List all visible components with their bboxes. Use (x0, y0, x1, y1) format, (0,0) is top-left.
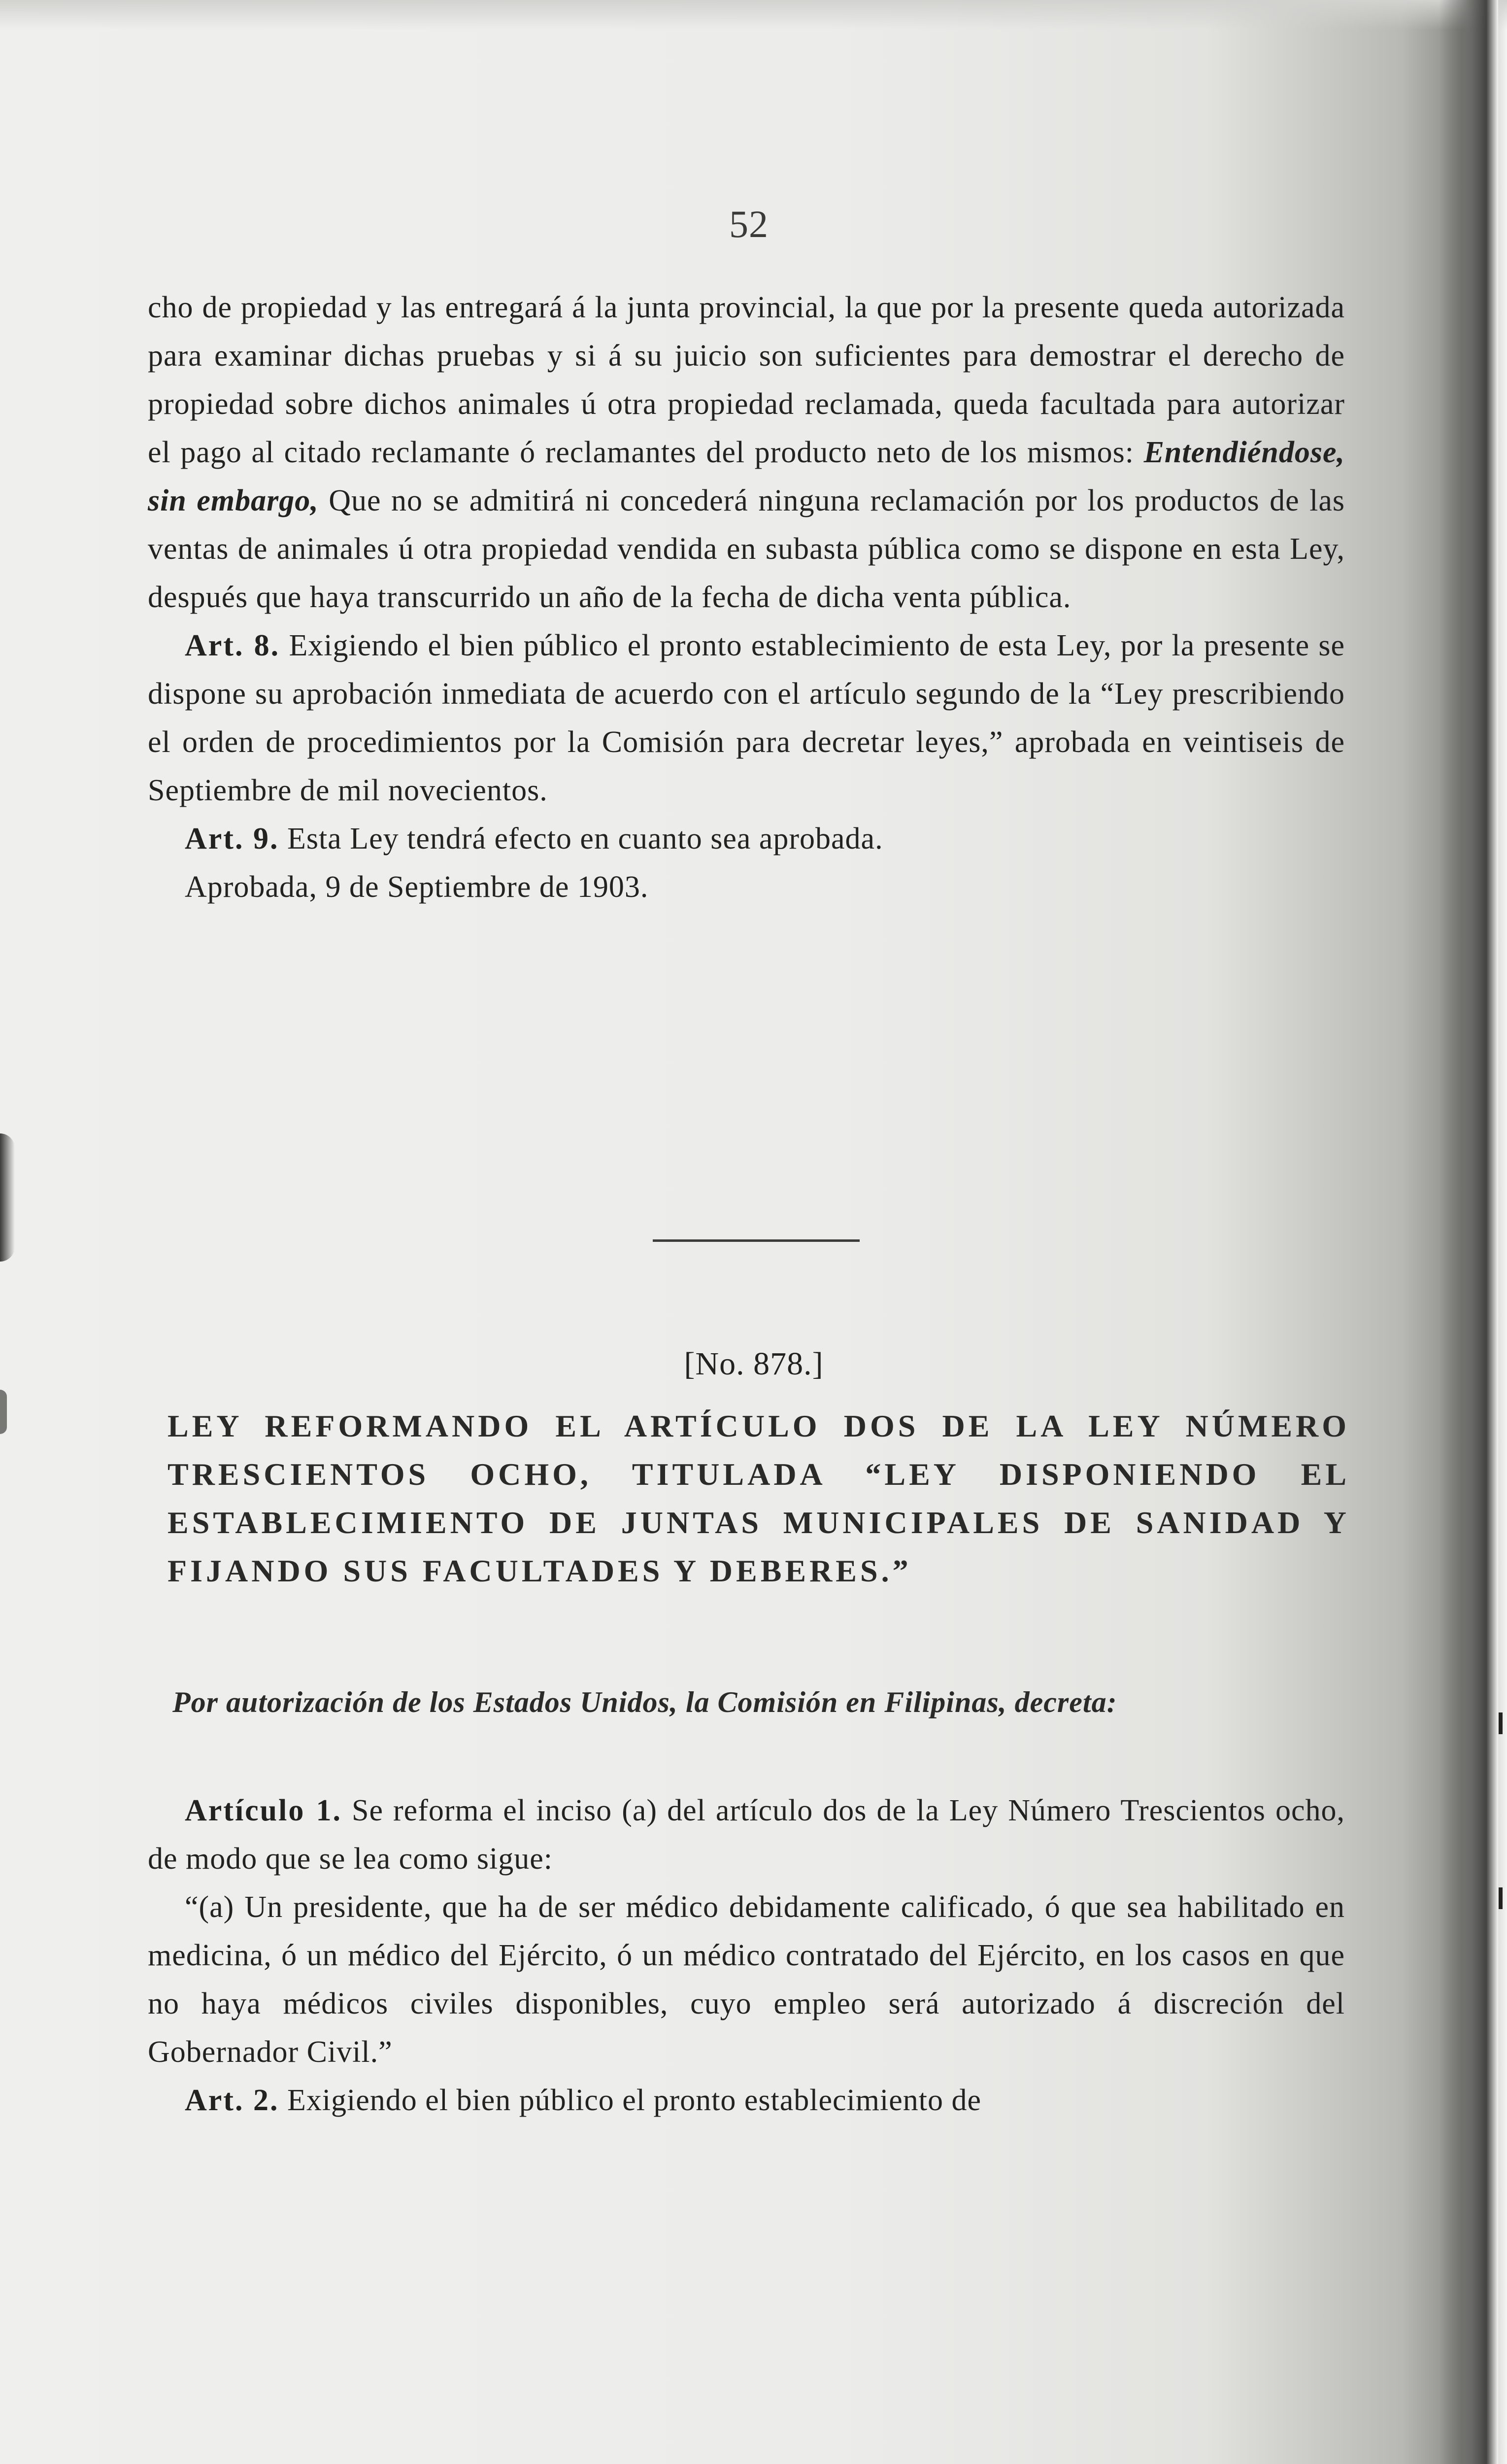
act-title: LEY REFORMANDO EL ARTÍCULO DOS DE LA LEY NÚMERO TRESCIENTOS OCHO, TITULADA “LEY DISPONIENDO EL ESTABLECIMIENTO DE JUNTAS MUNICIPALES DE SANIDAD Y FIJANDO SUS FACULTADES Y DEBERES.” (167, 1408, 1350, 1588)
continued-paragraph (148, 283, 1345, 621)
act-body-block (148, 1786, 1345, 2124)
approval-text: Aprobada, 9 de Septiembre de 1903. (185, 870, 649, 904)
enacting-clause: Por autorización de los Estados Unidos, la Comisión en Filipinas, decreta: (172, 1686, 1117, 1718)
proviso-italic: Entendiéndose, sin embargo, (148, 436, 1345, 517)
right-edge-mark (1499, 1887, 1503, 1909)
left-edge-mark-small (0, 1390, 7, 1434)
article-2 (148, 2076, 1345, 2124)
continued-text-block (148, 283, 1345, 911)
article-1-quote (148, 1883, 1345, 2076)
act-number: [No. 878.] (684, 1346, 824, 1382)
left-edge-mark (0, 1133, 15, 1262)
article-8 (148, 621, 1345, 815)
approval-date (148, 863, 1345, 911)
quoted-text: “(a) Un presidente, que ha de ser médico debidamente calificado, ó que sea habilitado en medicina, ó un médico del Ejército, ó un médico contratado del Ejército, en los casos en que no haya médicos civiles disponibles, cuyo empleo será autorizado á discreción del Gobernador Civil.” (148, 1890, 1345, 2069)
article-label: Art. 2. (185, 2084, 279, 2117)
article-text: Exigiendo el bien público el pronto establecimiento de (287, 2084, 981, 2117)
article-9 (148, 815, 1345, 863)
article-text: Esta Ley tendrá efecto en cuanto sea aprobada. (287, 822, 883, 856)
right-edge-mark (1499, 1712, 1503, 1734)
section-divider (653, 1239, 860, 1242)
article-label: Artículo 1. (185, 1794, 342, 1827)
top-edge-shadow (0, 0, 1507, 30)
book-spine-shadow (1439, 0, 1498, 2464)
article-text: Se reforma el inciso (a) del artículo dos de la Ley Número Trescientos ocho, de modo que se lea como sigue: (148, 1794, 1345, 1876)
article-text: Exigiendo el bien público el pronto establecimiento de esta Ley, por la presente se dispone su aprobación inmediata de acuerdo con el artículo segundo de la “Ley prescribiendo el orden de procedimientos por la Comisión para decretar leyes,” aprobada en veintiseis de Septiembre de mil novecientos. (148, 629, 1345, 807)
paragraph-text: cho de propiedad y las entregará á la junta provincial, la que por la presente queda autorizada para examinar dichas pruebas y si á su juicio son suficientes para demostrar el derecho de propiedad sobre dichos animales ú otra propiedad reclamada, queda facultada para autorizar el pago al citado reclamante ó reclamantes del producto neto de los mismos: (148, 291, 1345, 469)
article-1 (148, 1786, 1345, 1883)
article-label: Art. 8. (185, 629, 280, 662)
paragraph-text: Que no se admitirá ni concederá ninguna reclamación por los productos de las ventas de animales ú otra propiedad vendida en subasta pública como se dispone en esta Ley, después que haya transcurrido un año de la fecha de dicha venta pública. (148, 484, 1345, 614)
article-label: Art. 9. (185, 822, 279, 856)
page-number: 52 (729, 203, 769, 245)
